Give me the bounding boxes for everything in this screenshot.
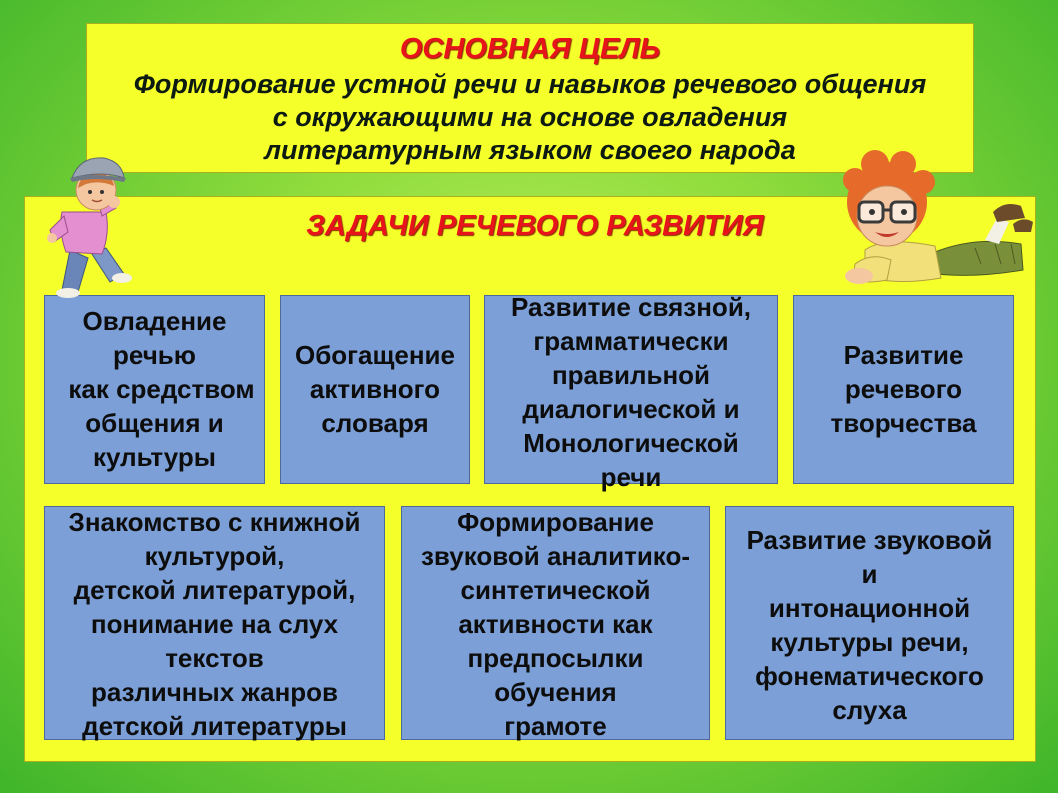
task-line: Развитие связной, [510, 292, 752, 322]
task-box-sound-culture [725, 506, 1014, 740]
task-line: Овладение [82, 306, 227, 336]
task-line: звуковой аналитико- [420, 541, 691, 571]
task-line: текстов [165, 643, 264, 673]
task-line: понимание на слух [90, 609, 339, 639]
task-line: слуха [832, 695, 907, 725]
task-line: словаря [321, 408, 429, 438]
main-goal-line: с окружающими на основе овладения [272, 102, 788, 132]
task-box-book-culture [44, 506, 385, 740]
task-line: творчества [830, 408, 977, 438]
task-line: речевого [844, 374, 963, 404]
main-goal-line: литературным языком своего народа [264, 135, 796, 165]
task-line: Монологической [523, 428, 739, 458]
task-line: Формирование [457, 507, 654, 537]
task-line: детской литературой, [73, 575, 356, 605]
task-line: активного [309, 374, 441, 404]
boy-with-glasses-icon [825, 140, 1035, 300]
main-goal-title: ОСНОВНАЯ ЦЕЛЬ [399, 33, 661, 65]
task-line: предпосылки [467, 643, 644, 673]
task-line: культурой, [144, 541, 285, 571]
task-line: диалогической и [522, 394, 740, 424]
task-box-coherent-speech [484, 292, 778, 492]
task-box-sound-analysis [401, 506, 710, 740]
task-line: и [861, 559, 878, 589]
task-box-speech-creativity [793, 295, 1014, 484]
task-line: речи [600, 462, 662, 492]
tasks-title: ЗАДАЧИ РЕЧЕВОГО РАЗВИТИЯ [306, 210, 764, 242]
task-line: общения и [85, 408, 224, 438]
task-line: Обогащение [295, 340, 455, 370]
task-line: правильной [551, 360, 711, 390]
task-line: Знакомство с книжной [68, 507, 361, 537]
task-line: различных жанров [90, 677, 339, 707]
task-line: фонематического [755, 661, 984, 691]
boy-with-cap-icon [40, 150, 140, 300]
task-line: обучения [494, 677, 617, 707]
task-line: грамоте [504, 711, 607, 741]
task-box-speech-mastery [44, 295, 265, 484]
task-box-vocabulary [280, 295, 470, 484]
task-line: культуры речи, [770, 627, 969, 657]
task-line: Развитие [843, 340, 964, 370]
task-line: синтетической [460, 575, 651, 605]
task-line: Развитие звуковой [746, 525, 993, 555]
main-goal-line: Формирование устной речи и навыков речевого общения [133, 69, 927, 99]
task-line: интонационной [768, 593, 971, 623]
task-line: детской литературы [82, 711, 347, 741]
task-line: как средством [68, 374, 255, 404]
task-line: активности как [458, 609, 653, 639]
task-line: грамматически [533, 326, 729, 356]
task-line: речью [113, 340, 196, 370]
task-line: культуры [93, 442, 216, 472]
